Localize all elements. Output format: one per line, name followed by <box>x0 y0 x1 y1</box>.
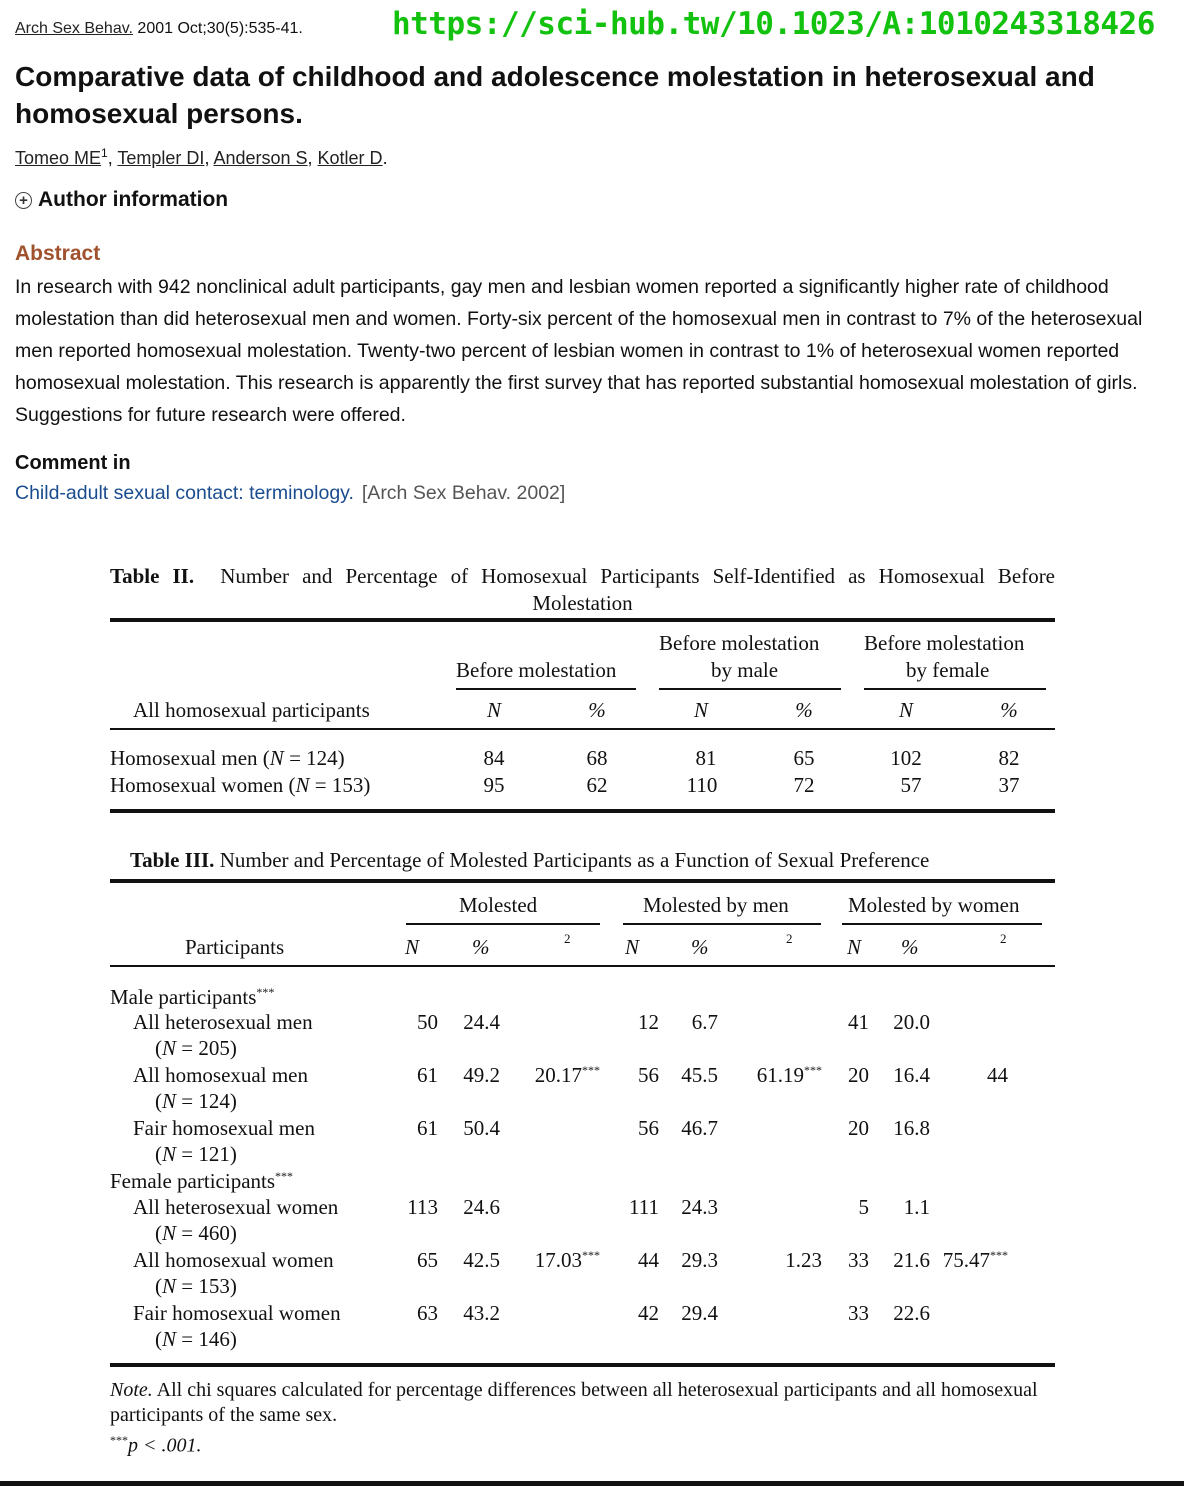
table-row-label: Fair homosexual women <box>133 1301 341 1325</box>
abstract-heading: Abstract <box>15 242 101 265</box>
table-cell: 84 <box>483 746 505 770</box>
table-3-label: Table III. <box>130 848 215 872</box>
table-cell: 43.2 <box>463 1301 500 1325</box>
significance-marker: *** <box>110 1433 128 1447</box>
table-rule <box>456 688 636 690</box>
table-cell: 56 <box>638 1063 659 1087</box>
table-cell: 24.6 <box>463 1195 500 1219</box>
table-cell: 12 <box>638 1010 659 1034</box>
table-cell: 102 <box>890 746 922 770</box>
table-row-label: Fair homosexual men <box>133 1116 315 1140</box>
table-3-group-header: Molested <box>459 893 538 917</box>
table-rule <box>110 879 1055 883</box>
table-cell: 20 <box>848 1116 869 1140</box>
table-row-label: All heterosexual women <box>133 1195 339 1219</box>
table-cell: 44 <box>987 1063 1008 1087</box>
table-row-label: All heterosexual men <box>133 1010 313 1034</box>
abstract-text: In research with 942 nonclinical adult participants, gay men and lesbian women reported a significantly higher rate of childhood molestation than did heterosexual men and women. Forty-six percent of the homosexual men in contrast to 7% of the heterosexual men reported homosexual molestation. Twenty-two percent of lesbian women in contrast to 1% of heterosexual women reported homosexual molestation. This research is apparently the first survey that has reported substantial homosexual molestation of girls. Suggestions for future research were offered. <box>15 276 1143 426</box>
table-cell: 63 <box>417 1301 438 1325</box>
table-cell: 6.7 <box>691 1010 718 1034</box>
table-cell: 44 <box>638 1248 659 1272</box>
table-2-caption <box>110 563 1055 617</box>
table-row-label: All homosexual women <box>133 1248 334 1272</box>
table-cell: 41 <box>848 1010 869 1034</box>
table-cell: 20.0 <box>893 1010 930 1034</box>
column-header: 2 <box>564 931 571 946</box>
citation-details: 2001 Oct;30(5):535-41. <box>132 20 303 37</box>
table-2-group-header: Before molestation <box>659 631 820 655</box>
table-rule <box>406 923 600 925</box>
column-header: N <box>693 698 708 722</box>
table-cell: 113 <box>407 1195 438 1219</box>
citation <box>15 20 303 38</box>
column-header: 2 <box>786 931 793 946</box>
table-2-group-header: Before molestation <box>864 631 1025 655</box>
comment-link[interactable]: Child-adult sexual contact: terminology. <box>15 482 354 504</box>
table-2-group-header: by male <box>711 658 779 682</box>
table-row-sample-size: (N = 460) <box>155 1221 237 1245</box>
table-cell: 50.4 <box>463 1116 500 1140</box>
table-cell: 17.03*** <box>534 1248 600 1272</box>
column-header: N <box>625 935 640 959</box>
table-cell: 24.3 <box>681 1195 718 1219</box>
table-cell: 65 <box>793 746 815 770</box>
table-3-group-header: Molested by women <box>848 893 1020 917</box>
table-row-sample-size: (N = 205) <box>155 1036 237 1060</box>
table-2-row-header: All homosexual participants <box>133 698 370 722</box>
table-cell: 42 <box>638 1301 659 1325</box>
table-row-sample-size: (N = 153) <box>155 1274 237 1298</box>
table-cell: 5 <box>858 1195 869 1219</box>
article-title: Comparative data of childhood and adolescence molestation in heterosexual and homosexual persons. <box>15 61 1095 129</box>
table-2-group-header: by female <box>906 658 990 682</box>
author-information-label: Author information <box>38 188 229 211</box>
table-cell: 42.5 <box>463 1248 500 1272</box>
table-cell: 24.4 <box>463 1010 500 1034</box>
expand-plus-icon: + <box>15 192 32 209</box>
table-row-sample-size: (N = 146) <box>155 1327 237 1351</box>
note-text: All chi squares calculated for percentage differences between all heterosexual participants and all homosexual participants of the same sex. <box>110 1379 1038 1426</box>
table-section-label: Female participants*** <box>110 1169 294 1193</box>
column-header: N <box>405 935 420 959</box>
column-header: 2 <box>1000 931 1007 946</box>
table-2-title: Number and Percentage of Homosexual Participants Self-Identified as Homosexual Before Molestation <box>220 564 1056 615</box>
table-note <box>110 1378 1060 1459</box>
table-cell: 33 <box>848 1301 869 1325</box>
author-link[interactable]: Templer DI <box>117 148 205 168</box>
column-header: % <box>901 935 919 959</box>
table-cell: 33 <box>848 1248 869 1272</box>
table-3-row-header: Participants <box>185 935 285 959</box>
column-header: % <box>1000 698 1018 722</box>
column-header: N <box>898 698 913 722</box>
table-row-label: Homosexual men (N = 124) <box>110 746 345 770</box>
table-cell: 61.19*** <box>756 1063 822 1087</box>
table-3-group-header: Molested by men <box>643 893 789 917</box>
table-rule <box>842 923 1042 925</box>
table-cell: 81 <box>695 746 717 770</box>
journal-link[interactable]: Arch Sex Behav. <box>15 20 133 37</box>
table-cell: 75.47*** <box>942 1248 1008 1272</box>
table-cell: 56 <box>638 1116 659 1140</box>
bottom-border <box>0 1481 1184 1486</box>
column-header: % <box>691 935 709 959</box>
comment-heading: Comment in <box>15 452 131 474</box>
table-rule <box>110 728 1055 730</box>
author-information-toggle[interactable] <box>15 188 228 212</box>
affiliation-marker: 1 <box>101 146 108 160</box>
table-cell: 29.4 <box>681 1301 718 1325</box>
table-rule <box>623 923 821 925</box>
table-row-sample-size: (N = 124) <box>155 1089 237 1113</box>
table-cell: 20 <box>848 1063 869 1087</box>
table-3-caption <box>130 848 929 873</box>
column-header: % <box>588 698 606 722</box>
table-cell: 50 <box>417 1010 438 1034</box>
table-rule <box>110 809 1055 813</box>
table-cell: 1.23 <box>785 1248 822 1272</box>
column-header: N <box>847 935 862 959</box>
column-header: % <box>795 698 813 722</box>
comment-entry <box>15 482 565 505</box>
table-cell: 65 <box>417 1248 438 1272</box>
table-row-label: Homosexual women (N = 153) <box>110 773 371 797</box>
table-cell: 16.8 <box>893 1116 930 1140</box>
table-rule <box>110 1363 1055 1367</box>
column-header: % <box>472 935 490 959</box>
author-link[interactable]: Kotler D <box>317 148 383 168</box>
table-cell: 111 <box>629 1195 659 1219</box>
comment-source: [Arch Sex Behav. 2002] <box>361 482 566 504</box>
table-rule <box>659 688 841 690</box>
table-cell: 20.17*** <box>534 1063 600 1087</box>
table-cell: 45.5 <box>681 1063 718 1087</box>
author-link[interactable]: Anderson S <box>213 148 308 168</box>
table-row-sample-size: (N = 121) <box>155 1142 237 1166</box>
table-cell: 82 <box>998 746 1020 770</box>
column-header: N <box>486 698 501 722</box>
table-2-label: Table II. <box>110 564 195 588</box>
author-link[interactable]: Tomeo ME <box>15 148 102 168</box>
author-list: Tomeo $ME^1$, Templer DI, Anderson S, Kotler D. <box>15 146 388 168</box>
table-cell: 68 <box>586 746 608 770</box>
table-cell: 61 <box>417 1063 438 1087</box>
table-cell: 110 <box>686 773 718 797</box>
table-rule <box>110 618 1055 622</box>
table-2-group-header: Before molestation <box>456 658 617 682</box>
table-cell: 1.1 <box>903 1195 930 1219</box>
table-cell: 46.7 <box>681 1116 718 1140</box>
table-cell: 62 <box>586 773 608 797</box>
table-rule <box>864 688 1046 690</box>
table-cell: 57 <box>900 773 922 797</box>
table-cell: 21.6 <box>893 1248 930 1272</box>
table-cell: 22.6 <box>893 1301 930 1325</box>
table-cell: 49.2 <box>463 1063 500 1087</box>
table-rule <box>110 965 1055 967</box>
footnote-text: p < .001. <box>128 1434 202 1457</box>
table-cell: 61 <box>417 1116 438 1140</box>
table-cell: 72 <box>793 773 815 797</box>
doi-url: https://sci-hub.tw/10.1023/A:1010243318426 <box>392 6 1155 42</box>
table-3-title: Number and Percentage of Molested Participants as a Function of Sexual Preference <box>219 848 930 872</box>
table-cell: 37 <box>998 773 1020 797</box>
table-cell: 16.4 <box>893 1063 930 1087</box>
table-row-label: All homosexual men <box>133 1063 308 1087</box>
table-cell: 95 <box>483 773 505 797</box>
table-cell: 29.3 <box>681 1248 718 1272</box>
table-section-label: Male participants*** <box>110 985 275 1009</box>
note-label: Note. <box>110 1379 153 1401</box>
